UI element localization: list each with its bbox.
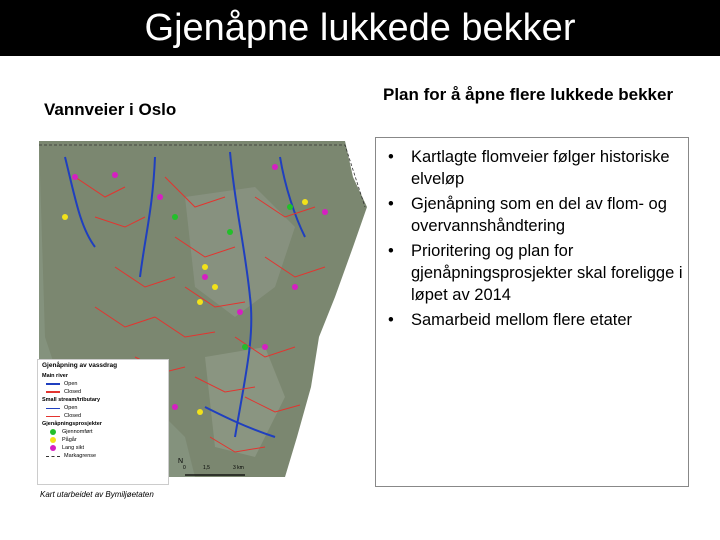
north-arrow: N [178,458,184,465]
ongoing-point [197,409,203,415]
slide-title: Gjenåpne lukkede bekker [144,7,576,49]
plan-bullet: • Gjenåpning som en del av flom- og overvannshåndtering [388,195,667,235]
bullet-icon: • [388,148,394,166]
legend-row-long-term: Lang sikt [38,444,168,452]
legend-small-stream: Small stream/tributary [42,397,101,403]
bullet-icon: • [388,242,394,260]
done-point [172,214,178,220]
plan-bullet-list [384,146,684,334]
ongoing-point [202,264,208,270]
long-term-point [172,404,178,410]
long-term-point [202,274,208,280]
bullet-icon: • [388,195,394,213]
ongoing-point [212,284,218,290]
long-term-point [112,172,118,178]
long-term-point [157,194,163,200]
legend-row-done: Gjennomført [38,428,168,436]
title-bar [0,0,720,56]
ongoing-point [197,299,203,305]
legend-main-river: Main river [42,373,68,379]
map-heading: Vannveier i Oslo [44,100,177,119]
oslo-waterways-map [35,137,370,485]
legend-projects: Gjenåpningsprosjekter [42,421,102,427]
legend-title: Gjenåpning av vassdrag [42,362,118,369]
legend-row-closed: Closed [38,388,168,396]
long-term-point [292,284,298,290]
ongoing-point [302,199,308,205]
plan-bullet: • Samarbeid mellom flere etater [388,311,633,329]
done-point [242,344,248,350]
scale-tick-label: 3 km [233,465,244,471]
bullet-icon: • [388,311,394,329]
legend-row-ongoing: Pågår [38,436,168,444]
plan-heading: Plan for å åpne flere lukkede bekker [383,85,674,104]
done-point [287,204,293,210]
long-term-point [262,344,268,350]
legend-row-closed-small: Closed [38,412,168,420]
plan-text-box [375,137,689,487]
long-term-point [272,164,278,170]
legend-row-open: Open [38,380,168,388]
legend-row-open-small: Open [38,404,168,412]
scale-tick-label: 1,5 [203,465,210,471]
map-caption: Kart utarbeidet av Bymiljøetaten [40,490,154,499]
ongoing-point [62,214,68,220]
map-legend [37,359,169,485]
long-term-point [237,309,243,315]
legend-row-boundary: Markagrense [38,452,168,460]
plan-bullet: • Kartlagte flomveier følger historiske elveløp [388,148,670,188]
done-point [227,229,233,235]
long-term-point [72,174,78,180]
plan-bullet: • Prioritering og plan for gjenåpningsprosjekter skal foreligge i løpet av 2014 [388,242,683,304]
long-term-point [322,209,328,215]
scale-tick-label: 0 [183,465,186,471]
